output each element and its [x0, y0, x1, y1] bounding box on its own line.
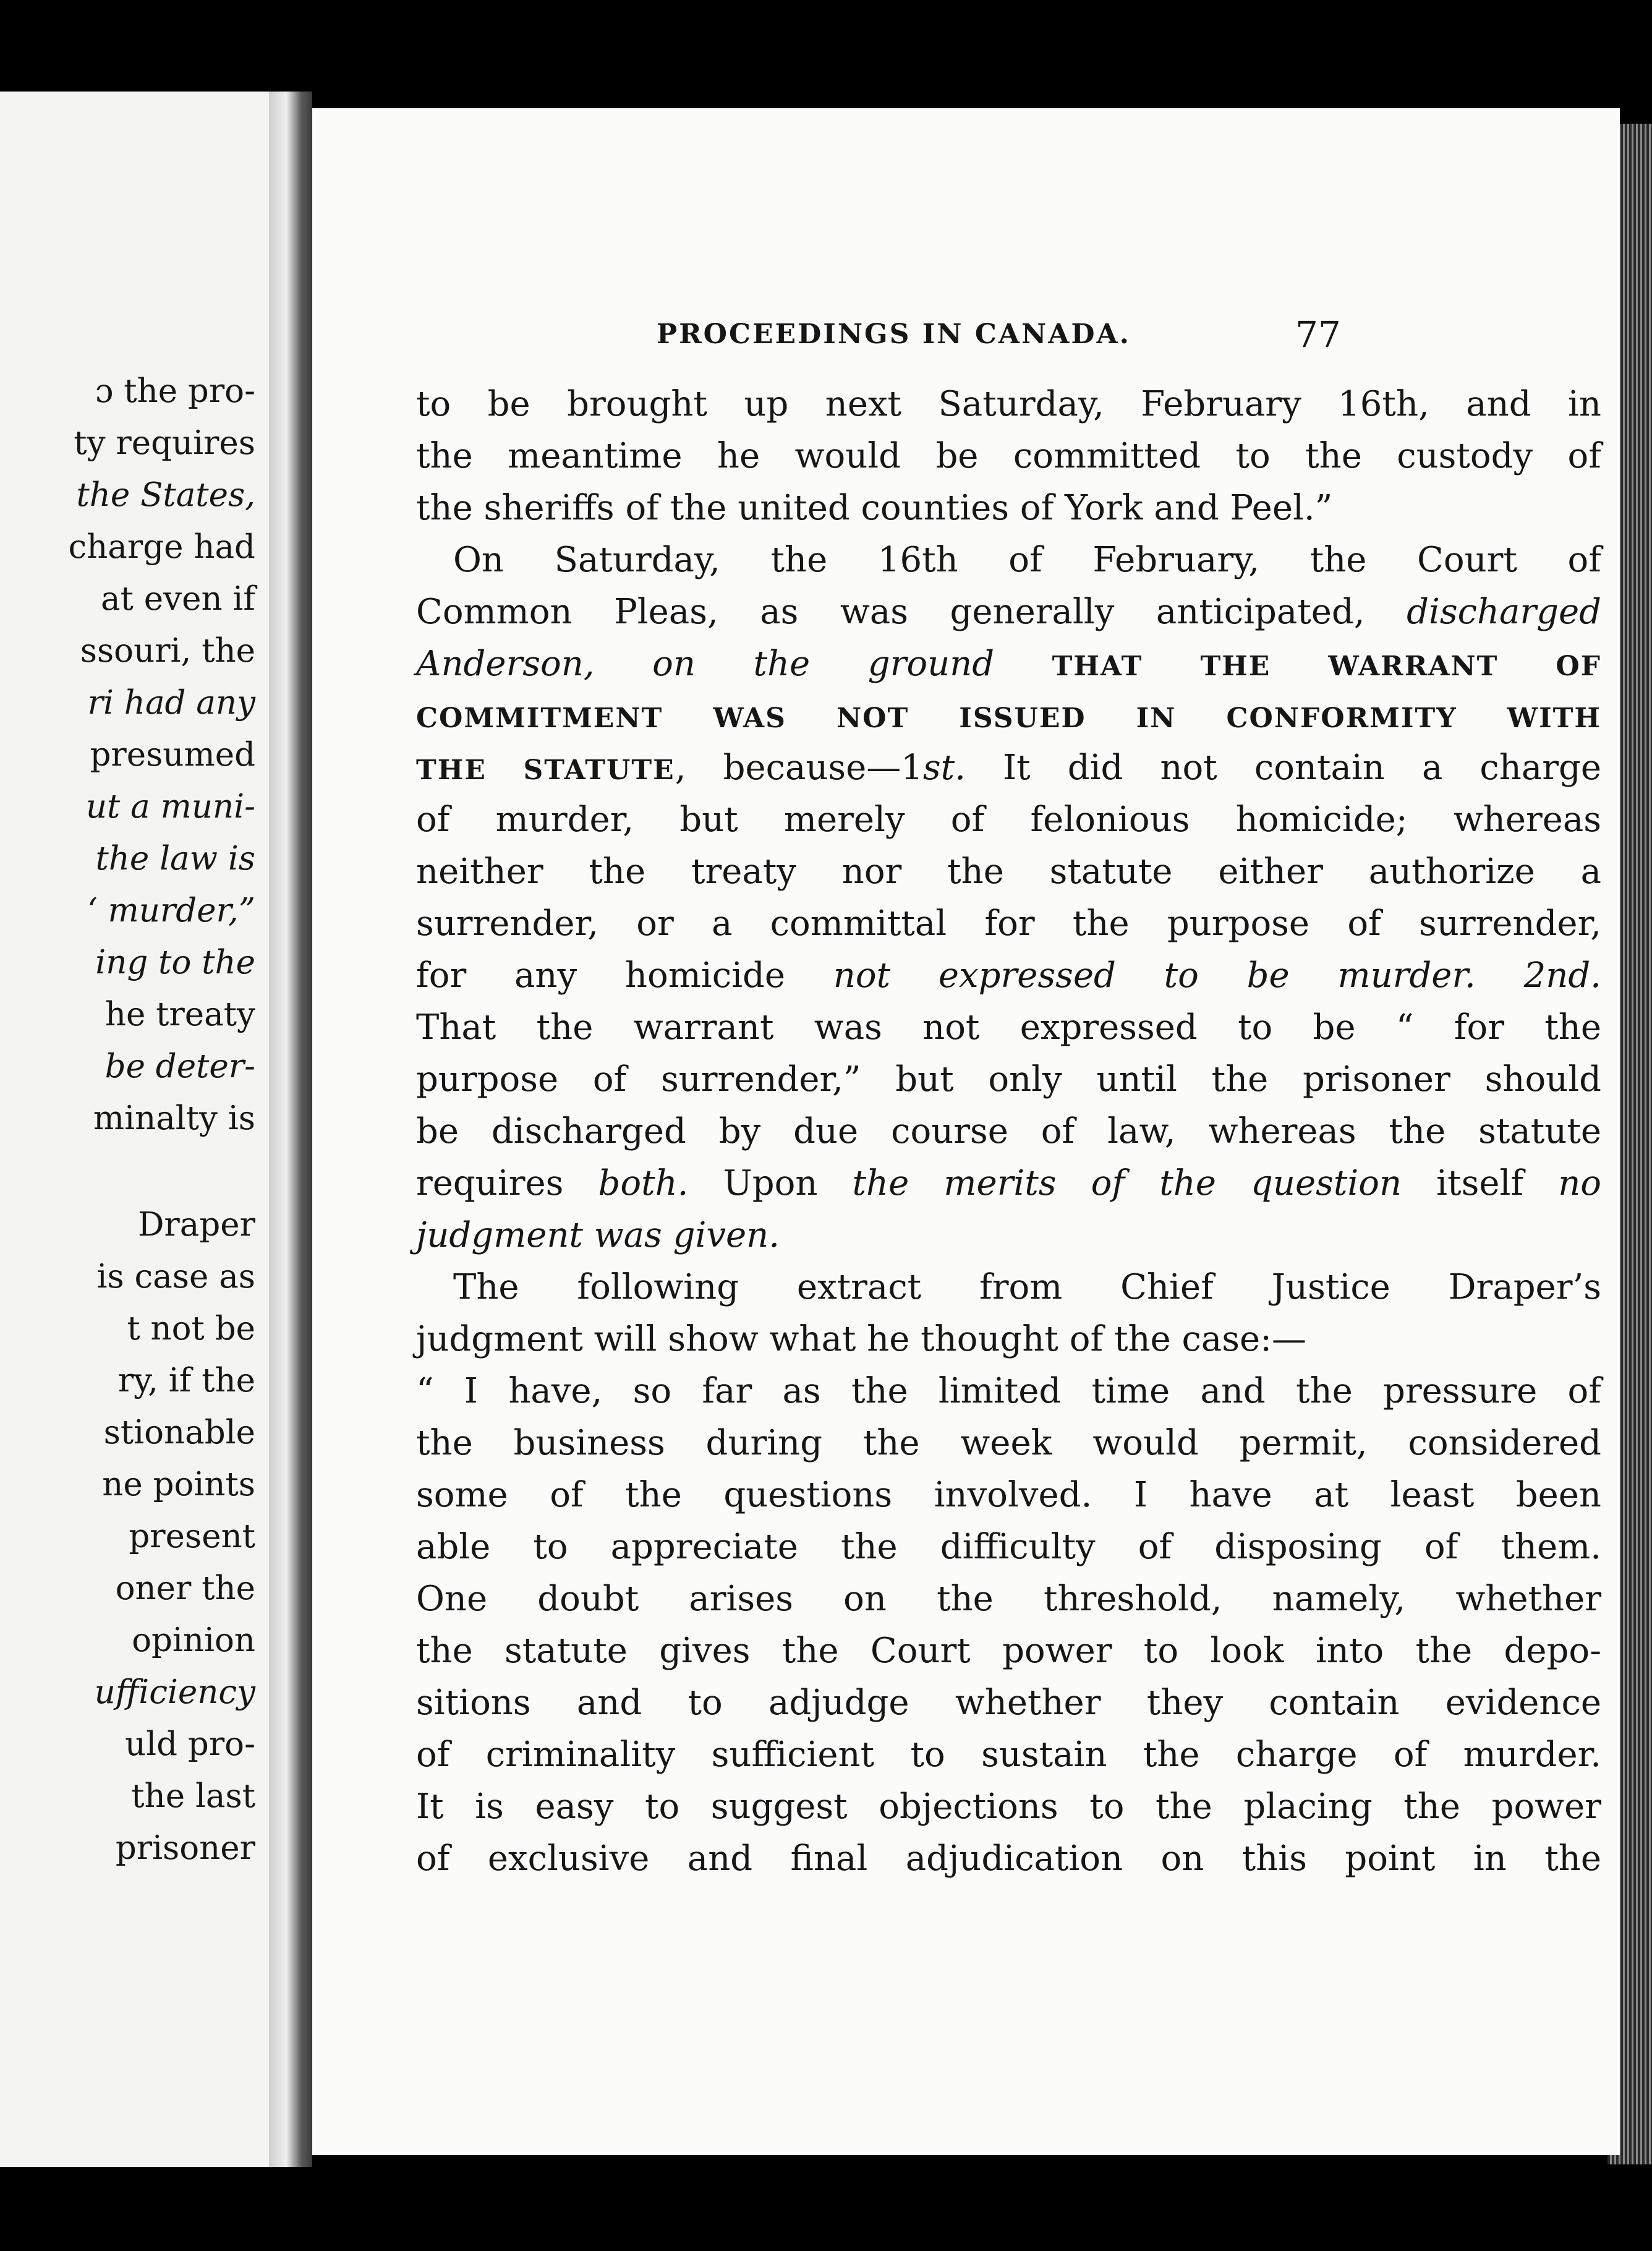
left-line: t not be	[127, 1310, 255, 1348]
left-line: stionable	[103, 1414, 255, 1451]
text-line: purpose of surrender,” but only until the prisoner should	[416, 1059, 1601, 1100]
left-line: oner the	[115, 1570, 255, 1607]
text-line: surrender, or a committal for the purpose of surrender,	[416, 903, 1601, 944]
text-line: be discharged by due course of law, whereas the statute	[416, 1111, 1601, 1151]
text-line: the statute gives the Court power to look into the depo-	[416, 1631, 1601, 1671]
left-line: minalty is	[93, 1100, 255, 1137]
left-line: at even if	[101, 580, 255, 618]
text-line: the sheriffs of the united counties of York and Peel.”	[416, 488, 1333, 528]
text-line: sitions and to adjudge whether they contain evidence	[416, 1683, 1601, 1723]
left-line: ing to the	[95, 944, 255, 981]
left-line: uld pro-	[125, 1725, 255, 1763]
text-line: requires both. Upon the merits of the question itself no	[416, 1163, 1602, 1203]
left-line: ufficiency	[94, 1673, 255, 1711]
left-line: Draper	[137, 1206, 255, 1244]
left-line: the States,	[76, 476, 255, 514]
text-line: neither the treaty nor the statute either authorize a	[416, 852, 1601, 892]
left-line: ne points	[102, 1466, 255, 1503]
text-line: to be brought up next Saturday, February 16th, and in	[416, 384, 1601, 424]
page-header	[312, 314, 1620, 362]
text-line: “ I have, so far as the limited time and the pressure of	[416, 1371, 1601, 1411]
left-line: charge had	[68, 528, 255, 566]
text-line: of exclusive and final adjudication on this point in the	[416, 1839, 1601, 1879]
text-line: That the warrant was not expressed to be “ for the	[416, 1007, 1601, 1048]
left-line: presumed	[90, 736, 255, 774]
text-line: the business during the week would permit, considered	[416, 1423, 1601, 1463]
text-line: for any homicide not expressed to be murder. 2nd.	[416, 955, 1601, 996]
text-line: some of the questions involved. I have at least been	[416, 1475, 1601, 1515]
left-line: ry, if the	[117, 1362, 255, 1399]
left-line: ri had any	[87, 684, 255, 722]
text-line: the meantime he would be committed to the custody of	[416, 436, 1601, 476]
running-head: PROCEEDINGS IN CANADA.	[657, 318, 1131, 350]
page-number: 77	[1295, 314, 1341, 356]
text-line: of criminality sufficient to sustain the charge of murder.	[416, 1735, 1601, 1775]
text-line: Anderson, on the ground THAT THE WARRANT OF	[416, 644, 1601, 684]
text-line: Common Pleas, as was generally anticipated, discharged	[416, 592, 1601, 632]
left-line: prisoner	[115, 1829, 255, 1867]
left-line: ut a muni-	[85, 788, 255, 826]
text-line: The following extract from Chief Justice Draper’s	[453, 1267, 1601, 1307]
left-line: the law is	[95, 840, 255, 878]
left-line: the last	[131, 1777, 255, 1815]
left-line: present	[129, 1518, 255, 1555]
left-line: ssouri, the	[80, 632, 255, 670]
facing-page-left	[0, 92, 269, 2167]
left-line: ty requires	[74, 424, 255, 462]
left-line: be deter-	[104, 1048, 255, 1085]
left-line: he treaty	[104, 996, 255, 1033]
left-line: ɔ the pro-	[95, 372, 255, 410]
text-line: COMMITMENT WAS NOT ISSUED IN CONFORMITY WITH	[416, 703, 1601, 734]
page-right	[312, 108, 1620, 2155]
left-line: opinion	[132, 1621, 255, 1659]
text-line: of murder, but merely of felonious homicide; whereas	[416, 800, 1601, 840]
text-line: One doubt arises on the threshold, namely, whether	[416, 1579, 1601, 1619]
text-line: On Saturday, the 16th of February, the Court of	[453, 540, 1601, 580]
book-gutter	[269, 92, 312, 2167]
text-line: judgment will show what he thought of the case:—	[416, 1319, 1306, 1359]
text-line: judgment was given.	[416, 1215, 780, 1255]
text-line: It is easy to suggest objections to the placing the power	[416, 1787, 1601, 1827]
text-line: THE STATUTE, because—1st. It did not contain a charge	[416, 748, 1602, 788]
left-line: ‘ murder,”	[87, 892, 255, 929]
text-line: able to appreciate the difficulty of disposing of them.	[416, 1527, 1601, 1567]
left-line: is case as	[96, 1258, 255, 1296]
